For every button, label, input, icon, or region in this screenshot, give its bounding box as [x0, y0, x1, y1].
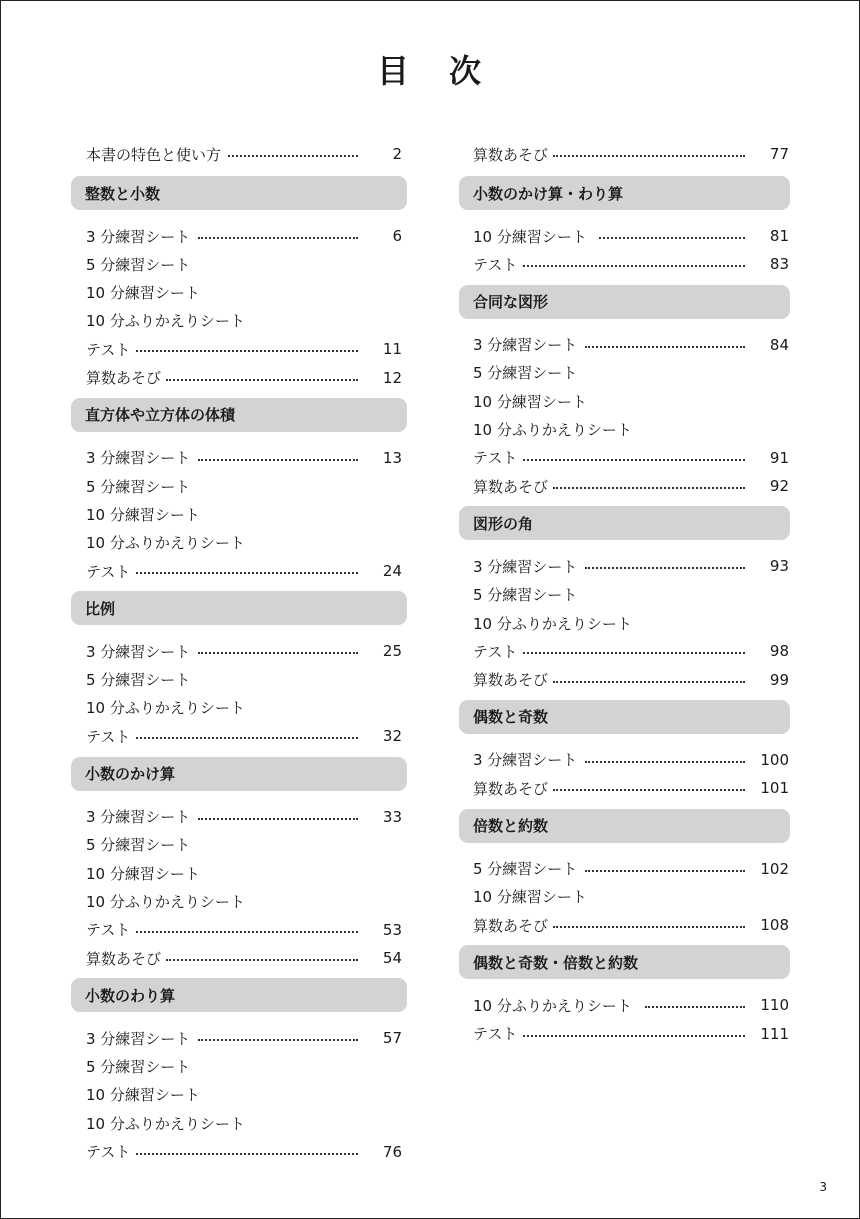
- toc-entry[interactable]: [86, 559, 402, 583]
- dot-leader: [523, 652, 745, 654]
- toc-entry-label: 算数あそび: [473, 477, 549, 496]
- toc-entry[interactable]: [473, 252, 789, 276]
- toc-entry[interactable]: [86, 337, 402, 361]
- toc-entry-label: 算数あそび: [473, 779, 549, 798]
- section-heading[interactable]: 小数のかけ算: [71, 757, 407, 791]
- section-heading[interactable]: 図形の角: [459, 506, 790, 540]
- toc-entry[interactable]: [86, 224, 402, 248]
- toc-entry[interactable]: [86, 918, 402, 942]
- toc-entry-label: 10 分練習シート: [473, 888, 587, 907]
- toc-entry-label: 10 分ふりかえりシート: [86, 892, 245, 911]
- toc-entry-label: テスト: [86, 340, 131, 359]
- toc-entry[interactable]: [86, 474, 402, 498]
- toc-entry[interactable]: [473, 776, 789, 800]
- toc-entry-page: 98: [769, 642, 789, 661]
- toc-entry[interactable]: [86, 696, 402, 720]
- title-char-1: 目: [376, 52, 411, 90]
- toc-entry-page: 12: [382, 368, 402, 387]
- section-heading[interactable]: 偶数と奇数: [459, 700, 790, 734]
- toc-entry-page: 99: [769, 670, 789, 689]
- toc-entry-label: 10 分練習シート: [86, 284, 200, 303]
- toc-entry-label: 10 分ふりかえりシート: [473, 614, 632, 633]
- toc-entry-page: 33: [382, 807, 402, 826]
- toc-entry-label: 3 分練習シート: [86, 227, 191, 246]
- toc-entry-label: 算数あそび: [473, 145, 549, 164]
- toc-entry[interactable]: [86, 531, 402, 555]
- toc-entry[interactable]: [86, 1111, 402, 1135]
- toc-entry-page: 93: [769, 557, 789, 576]
- toc-entry[interactable]: [86, 446, 402, 470]
- toc-entry[interactable]: [86, 1140, 402, 1164]
- toc-entry-label: 3 分練習シート: [473, 751, 578, 770]
- toc-entry-label: テスト: [86, 921, 131, 940]
- toc-entry[interactable]: [86, 805, 402, 829]
- toc-entry[interactable]: [86, 889, 402, 913]
- dot-leader: [553, 487, 745, 489]
- toc-entry[interactable]: [86, 1083, 402, 1107]
- toc-entry[interactable]: [86, 366, 402, 390]
- toc-entry-label: 5 分練習シート: [473, 860, 578, 878]
- toc-entry[interactable]: [86, 309, 402, 333]
- toc-entry-label: 3 分練習シート: [473, 557, 578, 576]
- toc-entry[interactable]: [473, 446, 789, 470]
- toc-entry-label: 10 分ふりかえりシート: [473, 996, 632, 1015]
- toc-entry-page: 6: [392, 227, 402, 245]
- dot-leader: [228, 155, 358, 157]
- toc-entry-label: 5 分練習シート: [473, 364, 578, 383]
- toc-entry[interactable]: [473, 913, 789, 937]
- title-char-2: 次: [449, 52, 484, 90]
- toc-entry-label: 10 分練習シート: [86, 864, 200, 883]
- toc-entry[interactable]: [473, 224, 789, 248]
- dot-leader: [553, 155, 745, 157]
- toc-entry-label: 本書の特色と使い方: [86, 145, 222, 164]
- toc-entry-page: 108: [760, 916, 789, 935]
- toc-entry-label: 5 分練習シート: [86, 1058, 191, 1077]
- toc-entry-label: 10 分ふりかえりシート: [473, 421, 632, 439]
- toc-entry-label: 10 分練習シート: [473, 227, 587, 246]
- dot-leader: [553, 926, 745, 928]
- toc-entry[interactable]: [86, 142, 402, 166]
- toc-entry[interactable]: [86, 946, 402, 970]
- toc-entry[interactable]: [473, 668, 789, 692]
- dot-leader: [136, 350, 358, 352]
- toc-entry[interactable]: [86, 252, 402, 276]
- dot-leader: [599, 237, 745, 239]
- dot-leader: [645, 1006, 745, 1008]
- toc-entry-page: 57: [382, 1029, 402, 1048]
- toc-entry-label: 5 分練習シート: [86, 671, 191, 690]
- toc-entry[interactable]: [473, 474, 789, 498]
- toc-entry-page: 54: [382, 949, 402, 967]
- section-heading[interactable]: 直方体や立方体の体積: [71, 398, 407, 432]
- section-heading[interactable]: 比例: [71, 591, 407, 625]
- toc-entry[interactable]: [473, 389, 789, 413]
- toc-entry-label: テスト: [473, 1025, 518, 1044]
- dot-leader: [166, 959, 358, 961]
- toc-entry[interactable]: [473, 361, 789, 385]
- dot-leader: [585, 761, 745, 763]
- dot-leader: [198, 818, 358, 820]
- dot-leader: [198, 652, 358, 654]
- toc-entry[interactable]: [86, 1055, 402, 1079]
- toc-entry-label: 3 分練習シート: [86, 808, 191, 826]
- toc-entry[interactable]: [473, 611, 789, 635]
- toc-entry-page: 76: [382, 1142, 402, 1161]
- toc-entry-page: 91: [769, 448, 789, 467]
- toc-entry-label: 10 分練習シート: [86, 505, 200, 524]
- toc-entry-label: テスト: [473, 642, 518, 661]
- toc-entry-page: 102: [760, 859, 789, 878]
- dot-leader: [136, 931, 358, 933]
- page-number: 3: [819, 1180, 827, 1194]
- dot-leader: [166, 379, 358, 381]
- toc-entry-page: 83: [769, 255, 789, 274]
- toc-entry-label: 10 分ふりかえりシート: [86, 1114, 245, 1133]
- toc-entry-page: 101: [760, 779, 789, 798]
- toc-entry-label: 算数あそび: [86, 369, 162, 387]
- toc-entry-page: 32: [382, 727, 402, 746]
- dot-leader: [585, 567, 745, 569]
- toc-entry-label: 3 分練習シート: [86, 1029, 191, 1048]
- toc-entry[interactable]: [473, 993, 789, 1017]
- toc-entry-label: テスト: [473, 255, 518, 274]
- toc-entry-label: 5 分練習シート: [86, 255, 191, 274]
- toc-entry[interactable]: [86, 502, 402, 526]
- toc-entry-label: テスト: [86, 562, 131, 581]
- toc-entry-label: 3 分練習シート: [473, 336, 578, 355]
- toc-entry[interactable]: [473, 748, 789, 772]
- toc-entry-page: 53: [382, 920, 402, 939]
- dot-leader: [136, 737, 358, 739]
- toc-entry[interactable]: [86, 639, 402, 663]
- toc-entry-page: 111: [760, 1024, 789, 1043]
- toc-entry[interactable]: [473, 885, 789, 909]
- dot-leader: [523, 265, 745, 267]
- toc-entry-label: テスト: [86, 1143, 131, 1161]
- toc-entry-label: テスト: [86, 727, 131, 746]
- toc-entry-page: 2: [392, 145, 402, 163]
- dot-leader: [136, 1153, 358, 1155]
- toc-entry-label: 3 分練習シート: [86, 449, 191, 468]
- toc-entry-page: 11: [382, 340, 402, 359]
- toc-entry-label: 10 分ふりかえりシート: [86, 534, 245, 553]
- section-heading[interactable]: 倍数と約数: [459, 809, 790, 843]
- toc-entry-label: 10 分練習シート: [86, 1086, 200, 1105]
- toc-entry-page: 92: [769, 477, 789, 496]
- dot-leader: [198, 459, 358, 461]
- toc-entry-label: 10 分練習シート: [473, 392, 587, 411]
- dot-leader: [553, 789, 745, 791]
- toc-entry-page: 24: [382, 562, 402, 580]
- toc-entry[interactable]: [473, 1022, 789, 1046]
- toc-entry[interactable]: [473, 333, 789, 357]
- toc-entry-label: 5 分練習シート: [86, 836, 191, 855]
- dot-leader: [136, 572, 358, 574]
- toc-entry-label: 算数あそび: [86, 949, 162, 968]
- toc-entry[interactable]: [473, 639, 789, 663]
- toc-entry-label: 5 分練習シート: [473, 586, 578, 605]
- section-heading[interactable]: 整数と小数: [71, 176, 407, 210]
- dot-leader: [523, 1035, 745, 1037]
- toc-entry-label: 算数あそび: [473, 671, 549, 690]
- toc-entry-page: 84: [769, 335, 789, 354]
- dot-leader: [198, 237, 358, 239]
- toc-entry-label: 算数あそび: [473, 916, 549, 935]
- section-heading[interactable]: 小数のかけ算・わり算: [459, 176, 790, 210]
- toc-entry-page: 25: [382, 642, 402, 661]
- toc-entry[interactable]: [473, 554, 789, 578]
- dot-leader: [198, 1039, 358, 1041]
- toc-entry[interactable]: [86, 1026, 402, 1050]
- toc-entry[interactable]: [86, 281, 402, 305]
- toc-entry-page: 100: [760, 750, 789, 769]
- dot-leader: [523, 459, 745, 461]
- toc-entry-page: 13: [382, 448, 402, 467]
- dot-leader: [553, 681, 745, 683]
- section-heading[interactable]: 偶数と奇数・倍数と約数: [459, 945, 790, 979]
- toc-entry-label: 10 分ふりかえりシート: [86, 312, 245, 331]
- section-heading[interactable]: 合同な図形: [459, 285, 790, 319]
- toc-entry[interactable]: [473, 142, 789, 166]
- toc-entry-page: 110: [760, 996, 789, 1015]
- toc-entry[interactable]: [86, 724, 402, 748]
- toc-entry[interactable]: [473, 857, 789, 881]
- dot-leader: [585, 346, 745, 348]
- dot-leader: [585, 870, 745, 872]
- toc-entry[interactable]: [86, 861, 402, 885]
- toc-entry-label: テスト: [473, 449, 518, 468]
- toc-entry[interactable]: [86, 668, 402, 692]
- section-heading[interactable]: 小数のわり算: [71, 978, 407, 1012]
- toc-entry[interactable]: [86, 833, 402, 857]
- toc-entry-page: 77: [769, 145, 789, 163]
- toc-entry[interactable]: [473, 583, 789, 607]
- toc-entry-label: 3 分練習シート: [86, 642, 191, 661]
- toc-entry-label: 5 分練習シート: [86, 477, 191, 496]
- toc-entry[interactable]: [473, 418, 789, 442]
- toc-entry-page: 81: [769, 227, 789, 245]
- toc-entry-label: 10 分ふりかえりシート: [86, 699, 245, 718]
